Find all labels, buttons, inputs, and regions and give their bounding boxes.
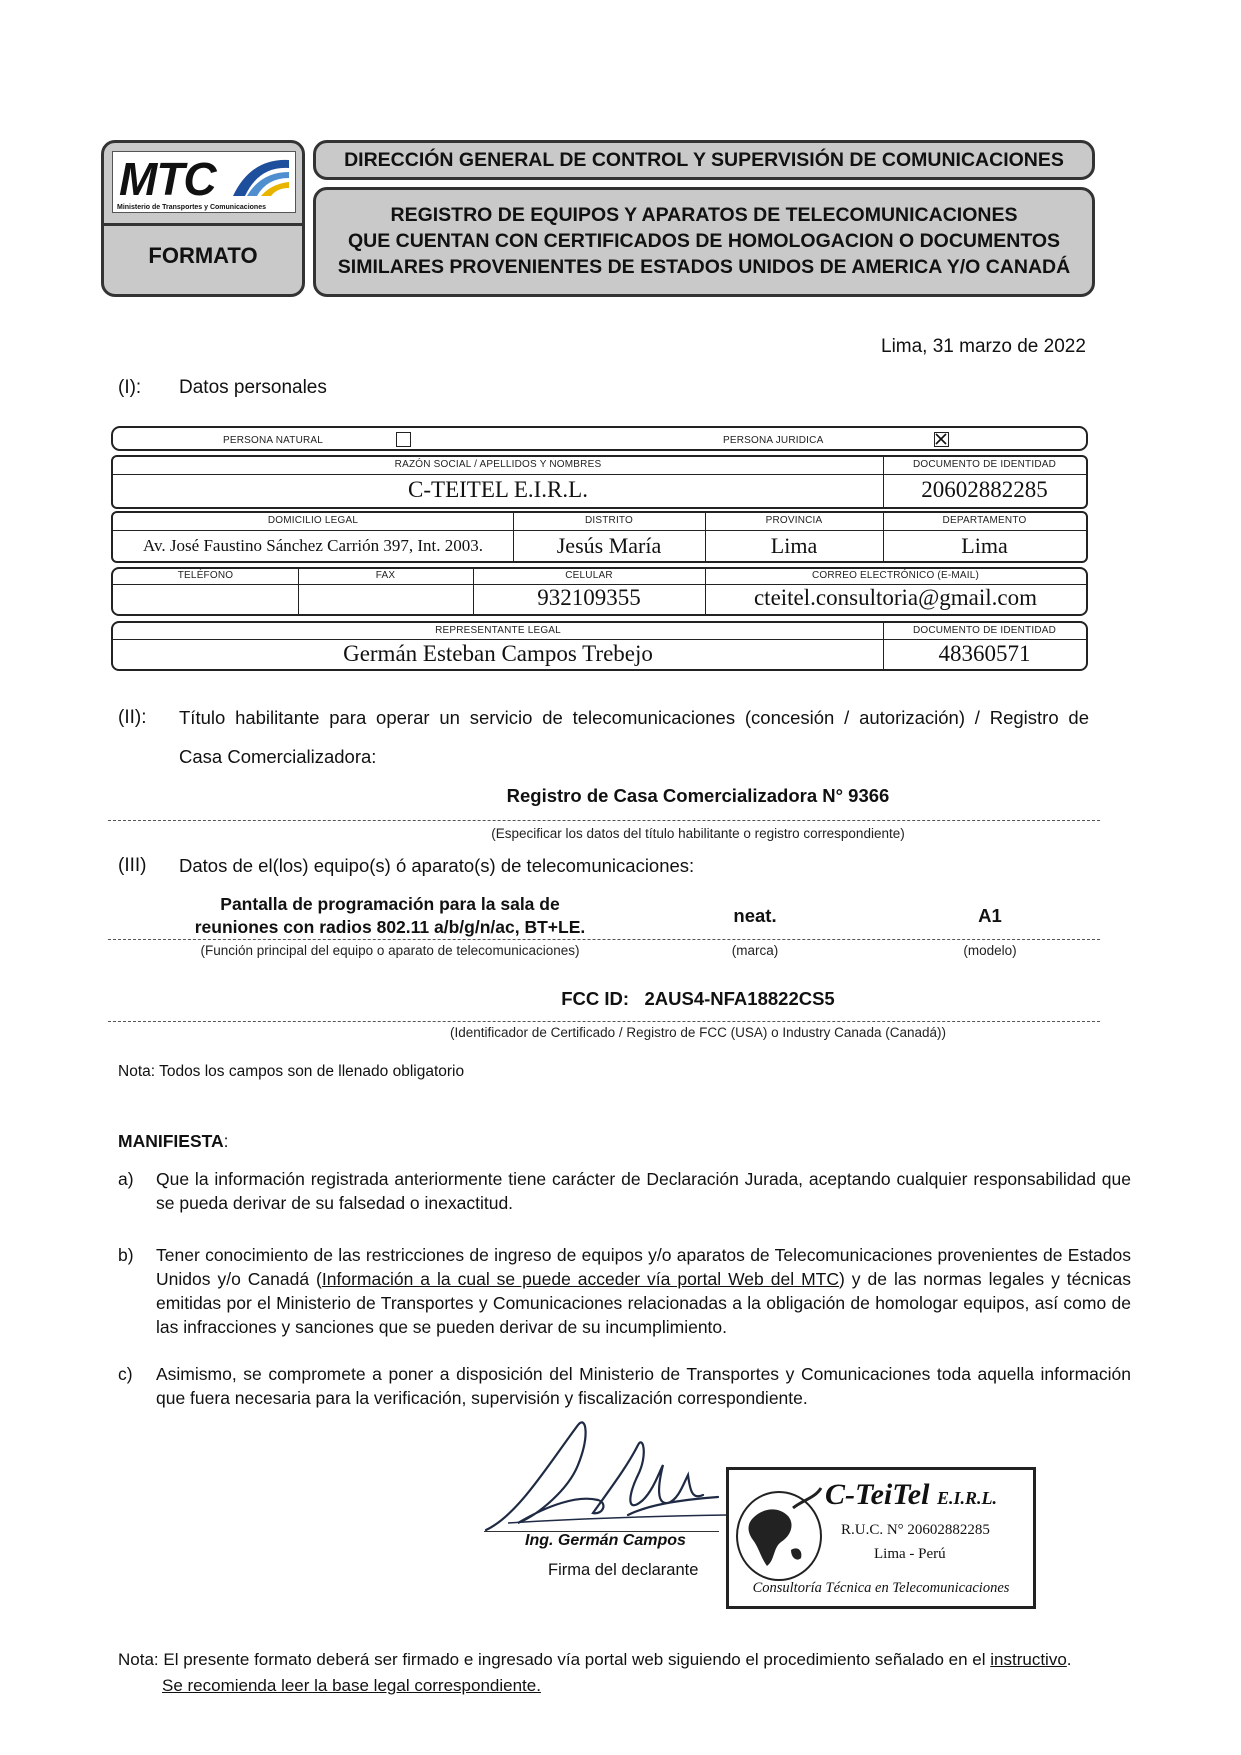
manifiesta-a-text: Que la información registrada anteriormente tiene carácter de Declaración Jurada, aceptando cualquier responsabilidad que se pueda derivar de su falsedad o inexactitud. (156, 1169, 1131, 1213)
instructivo-link[interactable]: instructivo (990, 1650, 1067, 1669)
signature-caption: Firma del declarante (548, 1561, 699, 1579)
stamp-ruc: R.U.C. N° 20602882285 (841, 1522, 990, 1538)
equipo-marca-caption: (marca) (731, 943, 779, 958)
departamento-value[interactable]: Lima (961, 533, 1008, 558)
equipo-modelo-value[interactable]: A1 (978, 905, 1002, 926)
footer-note (118, 1650, 1072, 1670)
contacto-row (111, 567, 1088, 616)
section-2-text-line2: Casa Comercializadora: (179, 746, 377, 767)
section-2-value[interactable]: Registro de Casa Comercializadora N° 9366 (506, 785, 890, 806)
manifiesta-b-label: b) (118, 1245, 134, 1265)
celular-label: CELULAR (565, 570, 613, 581)
section-3-underline (108, 939, 1100, 940)
manifiesta-title: MANIFIESTA (118, 1131, 224, 1151)
formato-label: FORMATO (148, 243, 258, 268)
razon-social-row (111, 455, 1088, 509)
correo-value[interactable]: cteitel.consultoria@gmail.com (753, 585, 1038, 610)
mtc-logo-subtitle: Ministerio de Transportes y Comunicaciones (117, 204, 266, 211)
representante-label: REPRESENTANTE LEGAL (435, 625, 561, 636)
base-legal-link[interactable]: Se recomienda leer la base legal correspondiente. (162, 1676, 541, 1695)
razon-social-value[interactable]: C-TEITEL E.I.R.L. (408, 477, 588, 502)
fcc-id-value[interactable]: FCC ID: 2AUS4-NFA18822CS5 (561, 988, 835, 1009)
razon-social-label: RAZÓN SOCIAL / APELLIDOS Y NOMBRES (394, 459, 602, 470)
persona-juridica-checkbox[interactable] (934, 432, 949, 447)
equipo-modelo-caption: (modelo) (963, 943, 1017, 958)
rep-doc-value[interactable]: 48360571 (938, 641, 1031, 666)
equipo-funcion-line: Pantalla de programación para la sala de (220, 894, 560, 914)
equipo-funcion-caption: (Función principal del equipo o aparato de telecomunicaciones) (200, 943, 580, 958)
signature-name: Ing. Germán Campos (525, 1532, 686, 1549)
header-title-box (313, 140, 1095, 180)
footer-note-suffix: . (1066, 1650, 1072, 1669)
domicilio-row (111, 511, 1088, 563)
mtc-logo-text: MTC (119, 153, 216, 205)
persona-juridica-label: PERSONA JURIDICA (723, 435, 824, 446)
telefono-label: TELÉFONO (177, 570, 234, 581)
document-date: Lima, 31 marzo de 2022 (881, 336, 1086, 357)
departamento-label: DEPARTAMENTO (942, 515, 1027, 526)
header-subtitle-line: QUE CUENTAN CON CERTIFICADOS DE HOMOLOGACION O DOCUMENTOS (347, 230, 1061, 252)
manifiesta-b-text (156, 1243, 1131, 1339)
equipo-funcion-line: reuniones con radios 802.11 a/b/g/n/ac, BT+LE. (194, 917, 586, 937)
logo-divider (104, 223, 302, 226)
check-x-icon (935, 433, 947, 445)
domicilio-value[interactable]: Av. José Faustino Sánchez Carrión 397, Int. 2003. (143, 536, 483, 555)
stamp-city: Lima - Perú (874, 1546, 946, 1562)
section-1-number: (I): (118, 377, 142, 398)
manifiesta-b-text-1: Tener conocimiento de las restricciones de ingreso de equipos y/o aparatos de Telecomunicaciones provenientes de Estados Unidos y/o Canadá ( (156, 1245, 1131, 1289)
mtc-logo (112, 151, 296, 213)
nota-obligatorio: Nota: Todos los campos son de llenado obligatorio (118, 1063, 465, 1080)
company-stamp (726, 1467, 1036, 1609)
stamp-tagline: Consultoría Técnica en Telecomunicaciones (752, 1580, 1010, 1596)
manifiesta-b-text-2: ) y de las normas legales y técnicas emitidas por el Ministerio de Transportes y Comunicaciones relacionadas a la obligación de homologar equipos, así como de las infracciones y sanciones que se pueden derivar de su incumplimiento. (156, 1269, 1131, 1337)
section-3-title: Datos de el(los) equipo(s) ó aparato(s) de telecomunicaciones: (179, 855, 695, 876)
equipo-funcion-value[interactable] (160, 893, 620, 939)
stamp-company (825, 1478, 997, 1512)
header-title: DIRECCIÓN GENERAL DE CONTROL Y SUPERVISIÓN DE COMUNICACIONES (344, 149, 1064, 171)
signature-scribble-icon (478, 1405, 738, 1535)
header-subtitle (316, 202, 1092, 280)
header-subtitle-box (313, 187, 1095, 297)
representante-row (111, 621, 1088, 671)
provincia-value[interactable]: Lima (770, 533, 818, 558)
globe-stamp-icon (733, 1478, 825, 1584)
domicilio-label: DOMICILIO LEGAL (267, 515, 359, 526)
manifiesta-heading (118, 1131, 229, 1152)
fcc-underline (108, 1021, 1100, 1022)
section-1-title: Datos personales (179, 377, 327, 398)
fcc-caption: (Identificador de Certificado / Registro de FCC (USA) o Industry Canada (Canadá)) (450, 1025, 946, 1040)
mtc-logo-swoosh-icon (231, 156, 291, 198)
persona-natural-label: PERSONA NATURAL (223, 435, 324, 446)
correo-label: CORREO ELECTRÓNICO (E-MAIL) (811, 570, 980, 581)
section-2-caption: (Especificar los datos del título habilitante o registro correspondiente) (491, 826, 905, 841)
logo-box (101, 140, 305, 297)
doc-identidad-value[interactable]: 20602882285 (921, 477, 1048, 502)
doc-identidad-label: DOCUMENTO DE IDENTIDAD (912, 459, 1057, 470)
distrito-label: DISTRITO (584, 515, 634, 526)
manifiesta-c-text: Asimismo, se compromete a poner a disposición del Ministerio de Transportes y Comunicaciones toda aquella información que fuera necesaria para la verificación, supervisión y fiscalización correspondiente. (156, 1364, 1131, 1408)
section-2-text-line1: Título habilitante para operar un servicio de telecomunicaciones (concesión / autorización) / Registro de (179, 707, 1089, 728)
persona-natural-checkbox[interactable] (396, 432, 411, 447)
provincia-label: PROVINCIA (765, 515, 823, 526)
distrito-value[interactable]: Jesús María (556, 533, 662, 558)
manifiesta-a-label: a) (118, 1169, 134, 1189)
footer-note-prefix: Nota: El presente formato deberá ser firmado e ingresado vía portal web siguiendo el procedimiento señalado en el (118, 1650, 991, 1669)
header-subtitle-line: REGISTRO DE EQUIPOS Y APARATOS DE TELECOMUNICACIONES (390, 204, 1018, 226)
persona-type-row (111, 426, 1088, 451)
manifiesta-colon: : (223, 1131, 229, 1151)
section-3-number: (III) (118, 855, 147, 876)
fax-label: FAX (375, 570, 396, 581)
rep-doc-label: DOCUMENTO DE IDENTIDAD (912, 625, 1057, 636)
stamp-company-name: C-TeiTel (825, 1478, 930, 1511)
mtc-portal-link[interactable]: Información a la cual se puede acceder vía portal Web del MTC (321, 1269, 839, 1289)
manifiesta-c-label: c) (118, 1364, 133, 1384)
equipo-marca-value[interactable]: neat. (733, 905, 777, 926)
section-2-number: (II): (118, 707, 147, 728)
representante-value[interactable]: Germán Esteban Campos Trebejo (343, 641, 653, 666)
celular-value[interactable]: 932109355 (537, 585, 641, 610)
section-2-underline (108, 820, 1100, 821)
stamp-company-suffix: E.I.R.L. (936, 1488, 997, 1508)
header-subtitle-line: SIMILARES PROVENIENTES DE ESTADOS UNIDOS DE AMERICA Y/O CANADÁ (337, 256, 1071, 278)
